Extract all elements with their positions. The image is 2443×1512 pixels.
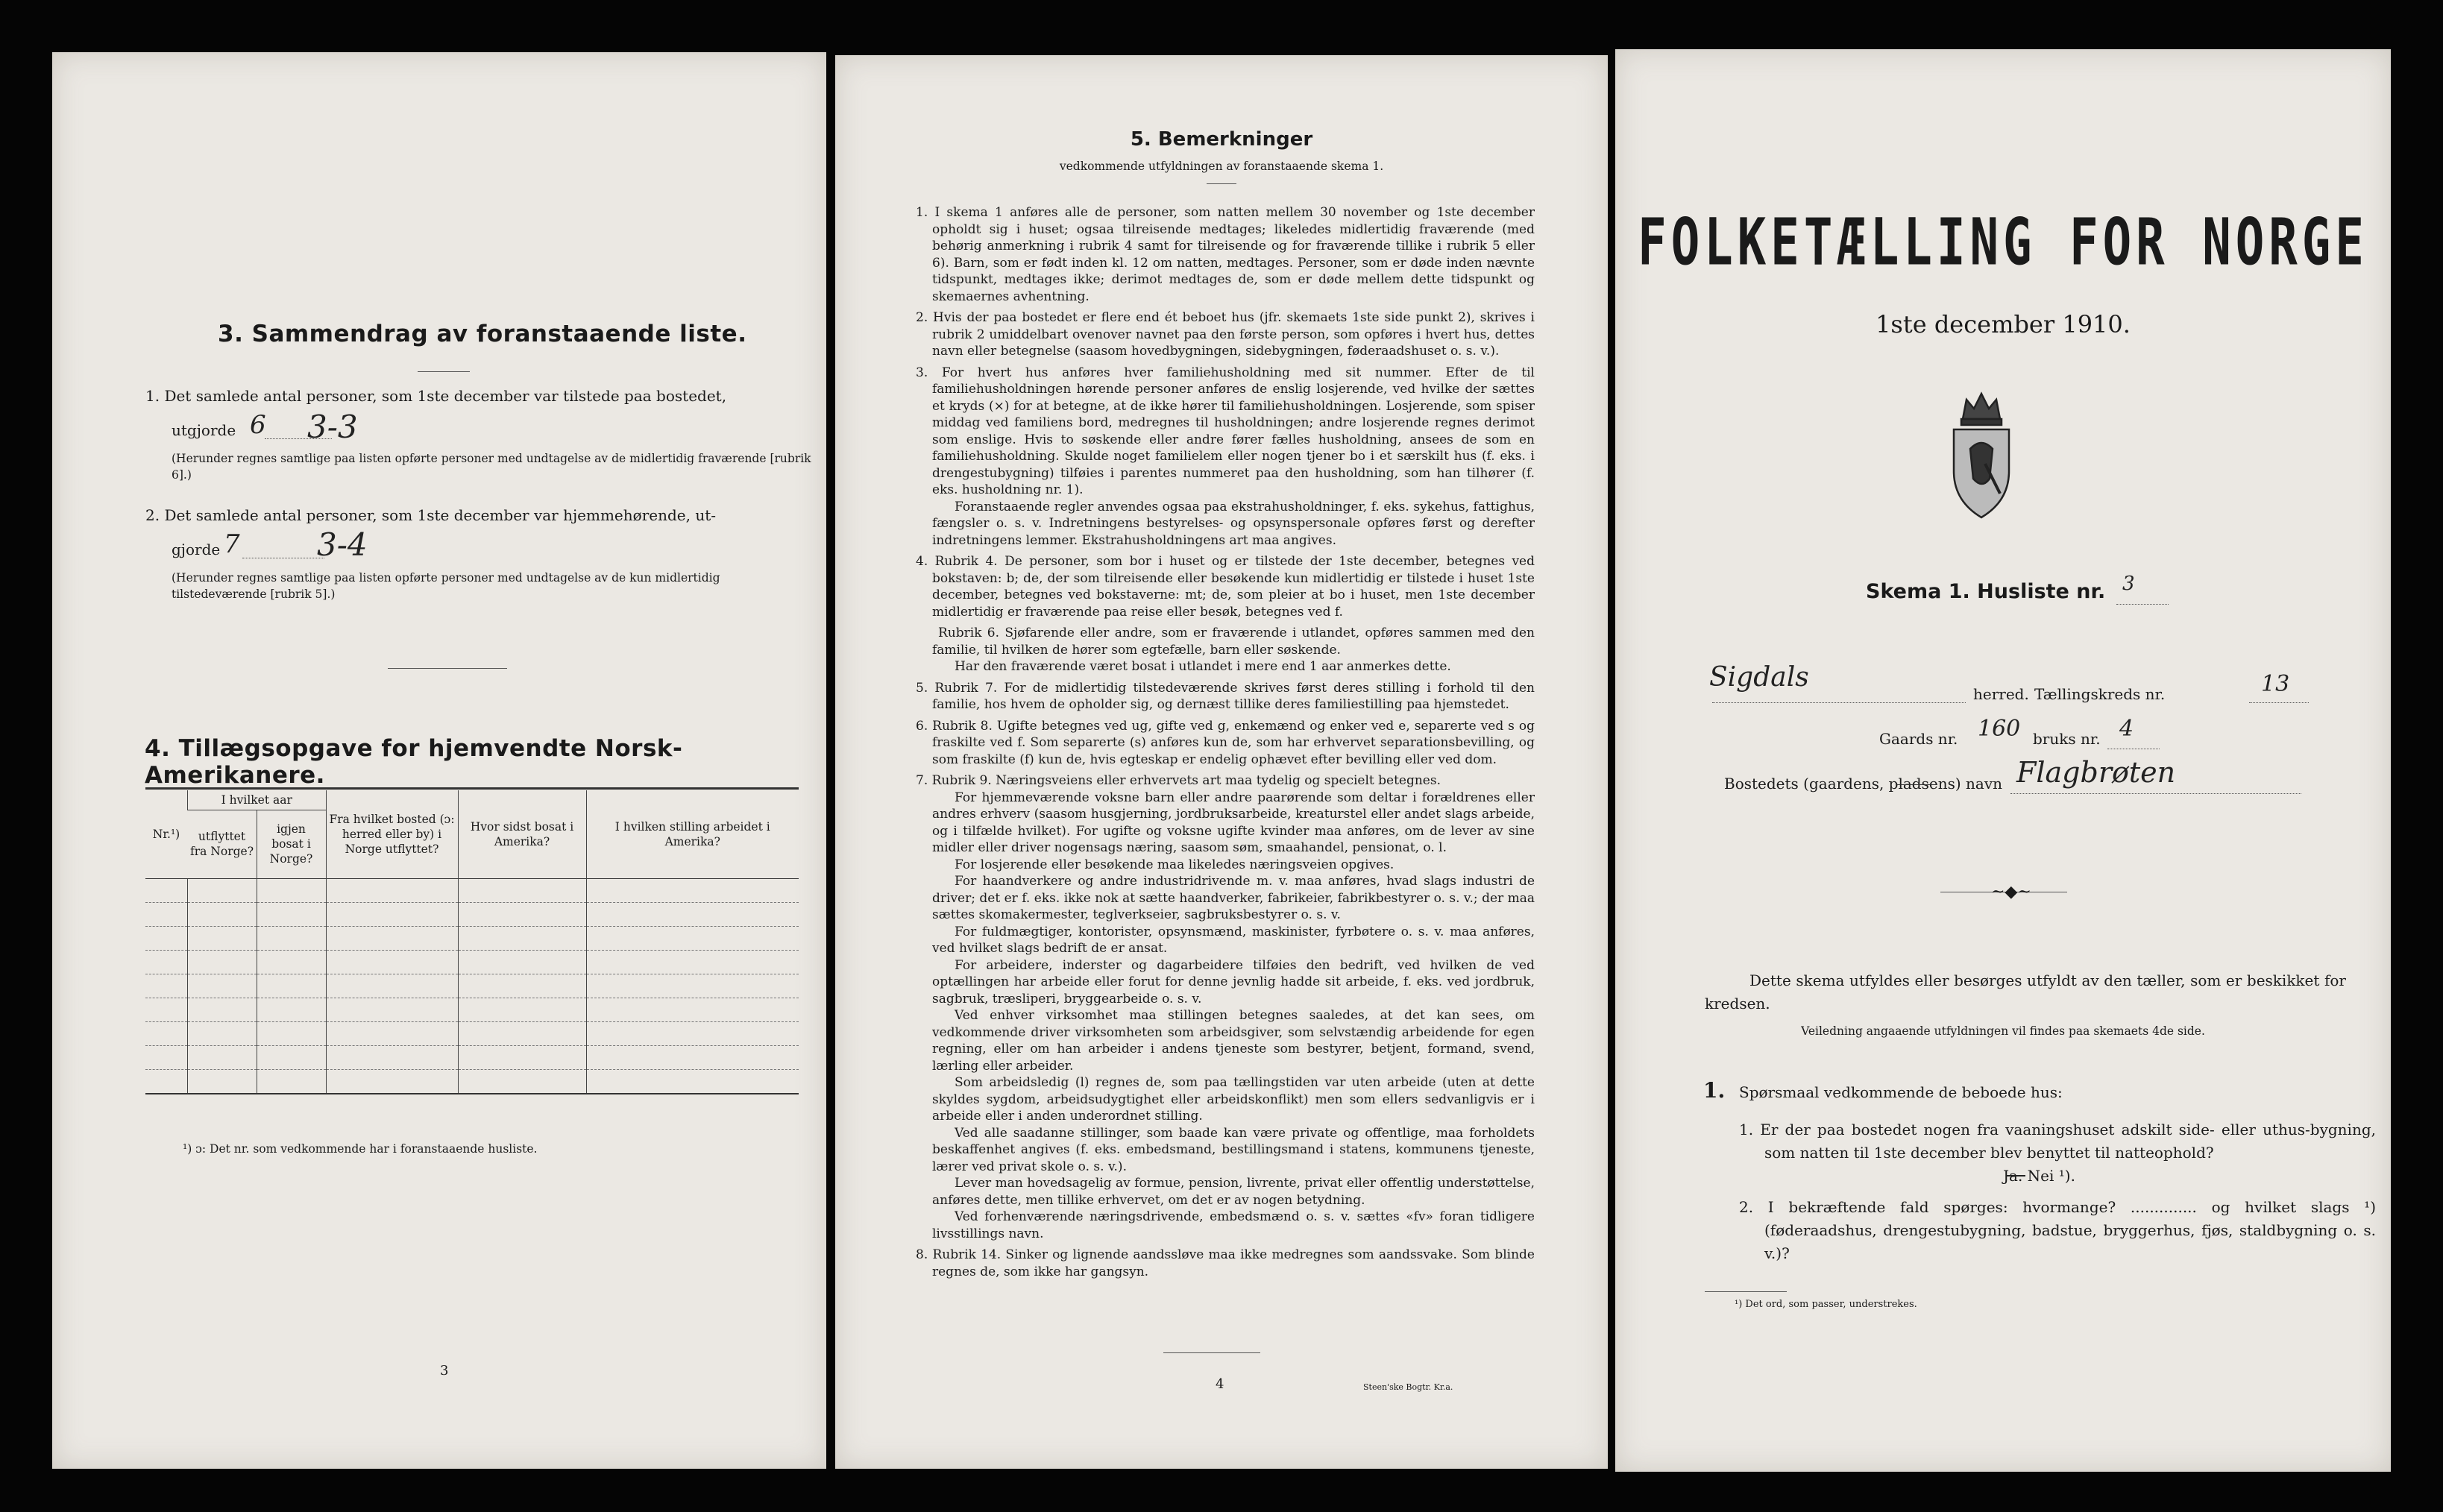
- table-top-rule: [145, 787, 799, 790]
- table-row: [145, 1069, 799, 1094]
- section4-title: 4. Tillægsopgave for hjemvendte Norsk-Amerikanere.: [145, 735, 683, 789]
- remark-paragraph: Som arbeidsledig (l) regnes de, som paa tællingstiden var uten arbeide (uten at dette skyldes sygdom, arbeidsudygtighet eller arbeidskonflikt) men som ellers sedvanligvis er i arbeide eller i anden underordnet stilling.: [932, 1075, 1535, 1124]
- gaards-label: Gaards nr.: [1879, 730, 1958, 748]
- item1-label: utgjorde: [172, 421, 236, 439]
- item2-note: (Herunder regnes samtlige paa listen opførte personer med undtagelse av de kun midlertidig tilstedeværende [rubrik 5].): [172, 571, 720, 601]
- left-page: [52, 52, 826, 1469]
- remark-paragraph: For haandverkere og andre industridrivende m. v. maa anføres, hvad slags industri de driver; det er f. eks. ikke nok at sætte haandverker, fabrikeier, fabrikbestyrer o. s. v.; der maa sættes skomakermester, teglverkseier, sagbruksbestyrer o. s. v.: [932, 874, 1535, 922]
- remark-paragraph: For losjerende eller besøkende maa likeledes næringsveien opgives.: [955, 857, 1395, 872]
- bosted-name: Flagbrøten: [2016, 756, 2176, 789]
- divider: [1207, 183, 1236, 184]
- remarks-title: 5. Bemerkninger: [1130, 128, 1313, 151]
- dotted-line: [1712, 702, 1966, 703]
- remark-paragraph: 8. Rubrik 14. Sinker og lignende aandssløve maa ikke medregnes som aandssvake. Som blinde regnes de, som ikke har gangsyn.: [916, 1247, 1535, 1279]
- returnee-table: [145, 790, 799, 1094]
- gaards-number: 160: [1978, 716, 2021, 742]
- remark-paragraph: Lever man hovedsagelig av formue, pension, livrente, privat eller offentlig understøttelse, anføres dette, men tillike erhvervet, om det er av nogen betydning.: [932, 1176, 1535, 1208]
- kreds-number: 13: [2261, 671, 2290, 697]
- col-group-year: I hvilket aar: [188, 790, 327, 810]
- q-heading-number: 1.: [1703, 1078, 1726, 1103]
- skema-label: Skema 1. Husliste nr.: [1866, 580, 2106, 603]
- table-footnote: ¹) ᴐ: Det nr. som vedkommende har i foranstaaende husliste.: [183, 1142, 538, 1156]
- divider: [388, 668, 507, 669]
- census-date: 1ste december 1910.: [1876, 310, 2131, 338]
- strikethrough: [2006, 1175, 2025, 1176]
- divider: [1705, 1291, 1787, 1292]
- strikethrough: [1896, 784, 1937, 785]
- table-row: [145, 998, 799, 1021]
- bruks-label: bruks nr.: [2033, 730, 2101, 748]
- remark-paragraph: Ved enhver virksomhet maa stillingen betegnes saaledes, at det kan sees, om vedkommende driver virksomheten som arbeidsgiver, som selvstændig arbeidende for egen regning, eller om han arbeider i andens tjeneste som bestyrer, betjent, formand, svend, lærling eller arbeider.: [932, 1008, 1535, 1074]
- remark-paragraph: 3. For hvert hus anføres hver familiehusholdning med sit nummer. Efter de til familiehusholdningen hørende personer anføres de enslig losjerende, ved hvilke der sættes et kryds (×) for at betegne, at de ikke hører til familiehusholdningen. Losjerende, som spiser middag ved familiens bord, medregnes til husholdningen; andre losjerende regnes derimot som enslige. Hvis to søskende eller andre fører fælles husholdning, ansees de som en familiehusholdning. Skulde noget familielem eller nogen tjener bo i et særskilt hus (f. eks. i drengestubygning) tilføies i parentes nummeret paa den husholdning, som han tilhører (f. eks. husholdning nr. 1).: [916, 365, 1535, 497]
- col-occupation: I hvilken stilling arbeidet i Amerika?: [586, 790, 799, 878]
- item2-label: gjorde: [172, 541, 221, 558]
- table-row: [145, 926, 799, 950]
- bosted-label: Bostedets (gaardens, pladsens) navn: [1724, 775, 2002, 793]
- table-row: [145, 1021, 799, 1045]
- footnote: ¹) Det ord, som passer, understrekes.: [1735, 1299, 1917, 1310]
- item1-text: 1. Det samlede antal personer, som 1ste december var tilstede paa bostedet,: [145, 387, 727, 405]
- kreds-label: Tællingskreds nr.: [2034, 685, 2166, 703]
- remark-paragraph: Rubrik 6. Sjøfarende eller andre, som er fraværende i utlandet, opføres sammen med den familie, til hvilken de hører som egtefælle, barn eller søskende.: [932, 626, 1535, 658]
- remark-paragraph: Har den fraværende været bosat i utlandet i mere end 1 aar anmerkes dette.: [955, 659, 1451, 674]
- husliste-number: 3: [2122, 573, 2135, 595]
- remark-paragraph: Foranstaaende regler anvendes ogsaa paa ekstrahusholdninger, f. eks. sykehus, fattighus, fængsler o. s. v. Indretningens bestyrelses- og opsynspersonale opføres først og derefter indretningens lemmer. Ekstrahusholdningens art maa angives.: [932, 499, 1535, 548]
- instruction-small: Veiledning angaaende utfyldningen vil findes paa skemaets 4de side.: [1801, 1024, 2205, 1038]
- remark-paragraph: For hjemmeværende voksne barn eller andre paarørende som deltar i forældrenes eller andres erhverv (saasom husgjerning, jordbruksarbeide, kreaturstel eller andet slags arbeide, og i tilfælde hvilket). For ugifte og voksne ugifte kvinder maa anføres, om de lever av sine midler eller driver nogensags næring, saasom søm, smaahandel, pensionat, o. l.: [932, 790, 1535, 855]
- divider: [418, 371, 470, 372]
- printer-mark: Steen'ske Bogtr. Kr.a.: [1363, 1382, 1453, 1392]
- remark-paragraph: 1. I skema 1 anføres alle de personer, som natten mellem 30 november og 1ste december opholdt sig i huset; ogsaa tilreisende medtages; likeledes midlertidig fraværende (med behørig anmerkning i rubrik 4 samt for tilreisende og for fraværende tillike i rubrik 5 eller 6). Barn, som er født inden kl. 12 om natten, medtages. Personer, som er døde inden nævnte tidspunkt, medtages ikke; derimot medtages de, som er døde mellem dette tidspunkt og skemaernes avhentning.: [916, 205, 1535, 304]
- section3-title: 3. Sammendrag av foranstaaende liste.: [218, 321, 747, 347]
- remark-paragraph: Ved forhenværende næringsdrivende, embedsmænd o. s. v. sættes «fv» foran tidligere livsstillings navn.: [932, 1209, 1535, 1241]
- divider: [1163, 1352, 1260, 1353]
- q-heading: Spørsmaal vedkommende de beboede hus:: [1739, 1083, 2063, 1101]
- question-1-answer: Ja. Nei ¹).: [2003, 1167, 2075, 1185]
- col-from-place: Fra hvilket bosted (ᴐ: herred eller by) i Norge utflyttet?: [326, 790, 458, 878]
- ornament-icon: ~◆~: [1991, 883, 2031, 901]
- col-nr: Nr.¹): [152, 827, 180, 841]
- remark-paragraph: 5. Rubrik 7. For de midlertidig tilstedeværende skrives først deres stilling i forhold til den familie, hos hvem de opholder sig, og dernæst tillike deres familiestilling paa hjemstedet.: [916, 680, 1535, 712]
- herred-label: herred.: [1973, 685, 2029, 703]
- question-1: 1. Er der paa bostedet nogen fra vaaningshuset adskilt side- eller uthus-bygning, som natten til 1ste december blev benyttet til natteophold?: [1739, 1121, 2376, 1162]
- table-row: [145, 974, 799, 998]
- question-2: 2. I bekræftende fald spørges: hvormange? .............. og hvilket slags ¹) (føderaadshus, drengestubygning, badstue, bryggerhus, fjøs, staldbygning o. s. v.)?: [1739, 1198, 2376, 1262]
- item1-value: 6: [250, 410, 266, 440]
- page-number: 4: [1216, 1376, 1224, 1392]
- remark-paragraph: Ved alle saadanne stillinger, som baade kan være private og offentlige, maa forholdets beskaffenhet angives (f. eks. embedsmand, bestillingsmand i statens, kommunens tjeneste, lærer ved privat skole o. s. v.).: [932, 1125, 1535, 1174]
- census-title: FOLKETÆLLING FOR NORGE: [1638, 206, 2368, 280]
- instruction: Dette skema utfyldes eller besørges utfyldt av den tæller, som er beskikket for kredsen.: [1705, 971, 2346, 1012]
- remark-paragraph: For fuldmægtiger, kontorister, opsynsmænd, maskinister, fyrbøtere o. s. v. maa anføres, ved hvilket slags bedrift de er ansat.: [932, 924, 1535, 956]
- table-row: [145, 902, 799, 926]
- bruks-number: 4: [2119, 716, 2134, 742]
- dotted-line: [2249, 702, 2309, 703]
- col-last-residence: Hvor sidst bosat i Amerika?: [458, 790, 586, 878]
- table-row: [145, 950, 799, 974]
- item2-value: 7: [224, 529, 240, 559]
- table-row: [145, 878, 799, 902]
- remark-paragraph: 7. Rubrik 9. Næringsveiens eller erhvervets art maa tydelig og specielt betegnes.: [916, 773, 1441, 788]
- remarks-subtitle: vedkommende utfyldningen av foranstaaende skema 1.: [1059, 160, 1384, 173]
- item1-note: (Herunder regnes samtlige paa listen opførte personer med undtagelse av de midlertidig fraværende [rubrik 6].): [172, 452, 811, 482]
- remark-paragraph: 4. Rubrik 4. De personer, som bor i huset og er tilstede der 1ste december, betegnes ved bokstaven: b; de, der som tilreisende eller besøkende kun midlertidig er tilstede i huset 1ste december, betegnes ved bokstaverne: mt; de, som pleier at bo i huset, men 1ste december midlertidig er fraværende paa reise eller besøk, betegnes ved f.: [916, 554, 1535, 620]
- right-page: [1615, 49, 2391, 1472]
- middle-page: [835, 55, 1608, 1469]
- item2-text: 2. Det samlede antal personer, som 1ste december var hjemmehørende, ut-: [145, 506, 716, 524]
- item2-handwriting: 3-4: [317, 526, 368, 563]
- col-returned: igjen bosat i Norge?: [257, 810, 326, 878]
- remarks-body: [916, 204, 1535, 1280]
- remark-paragraph: For arbeidere, inderster og dagarbeidere tilføies den bedrift, ved hvilken de ved optællingen har arbeide eller forut for denne jevnlig hadde sit arbeide, f. eks. ved jordbruk, sagbruk, træsliperi, bryggearbeide o. s. v.: [932, 957, 1535, 1007]
- dotted-line: [2010, 793, 2301, 794]
- dotted-line: [2116, 604, 2169, 605]
- page-number: 3: [440, 1363, 449, 1379]
- herred-name: Sigdals: [1709, 662, 1809, 693]
- remark-paragraph: 6. Rubrik 8. Ugifte betegnes ved ug, gifte ved g, enkemænd og enker ved e, separerte ved s og fraskilte ved f. Som separerte (s) anføres kun de, som har erhvervet separationsbevilling, og som fraskilte (f) kun de, hvis egteskap er endelig ophævet efter bevilling eller ved dom.: [916, 718, 1535, 767]
- remark-paragraph: 2. Hvis der paa bostedet er flere end ét beboet hus (jfr. skemaets 1ste side punkt 2), skrives i rubrik 2 umiddelbart ovenover navnet paa den første person, som opføres i hvert hus, dettes navn eller betegnelse (saasom hovedbygningen, sidebygningen, føderaadshuset o. s. v.).: [916, 310, 1535, 359]
- item1-handwriting: 3-3: [307, 409, 358, 445]
- col-emigrated: utflyttet fra Norge?: [189, 830, 254, 858]
- table-row: [145, 1045, 799, 1069]
- coat-of-arms-icon: [1940, 389, 2022, 523]
